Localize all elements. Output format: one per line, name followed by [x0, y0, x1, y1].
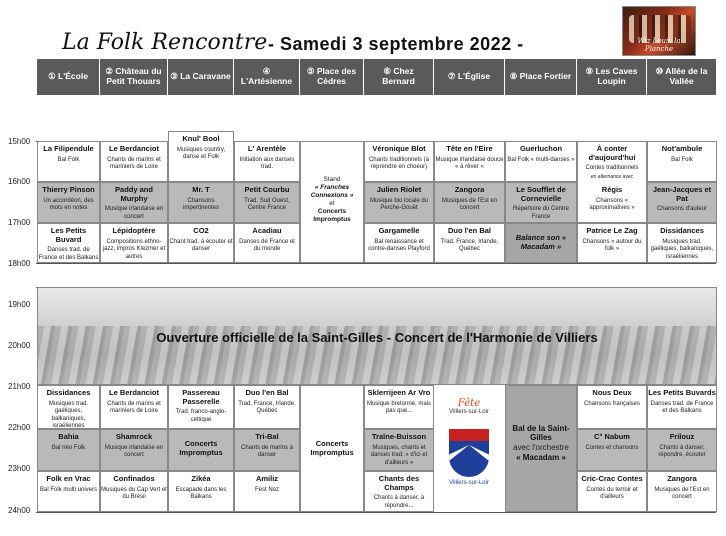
event-title: À conter d'aujourd'hui	[588, 144, 636, 162]
event-title: Dissidances	[660, 226, 704, 235]
event-chants-des-champs[interactable]	[364, 471, 434, 512]
villiers-coat-of-arms-icon	[449, 429, 489, 477]
event-desc: Danses trad. de France et des Balkans	[38, 247, 99, 261]
event-title: L' Arentèle	[247, 144, 287, 153]
event-jean-jacques-et-pat[interactable]	[647, 182, 717, 223]
event-note: en alternance avec	[590, 173, 634, 180]
event-desc: Musiques de l'Est en concert	[654, 486, 710, 501]
event-tri-bal[interactable]	[234, 429, 300, 471]
event-desc: Musiques trad. gaéliques, balkaniques, israéliennes	[48, 400, 89, 429]
event-julien-riolet[interactable]	[364, 182, 434, 223]
time-label: 24h00	[8, 506, 31, 515]
header-place-cedres: ⑤ Place des Cèdres	[300, 59, 364, 95]
event-patrice-le-zag[interactable]	[577, 223, 647, 263]
event-desc: Compositions ethno-jazz, impros Klezmer et autres	[102, 238, 166, 260]
event-title: Frilouz	[669, 432, 695, 441]
event-desc: Bal Folk « multi-danses »	[507, 156, 575, 163]
event-desc: Trad. France, Irlande, Québec	[238, 400, 296, 415]
event-desc: Musique bretonne, mais pas que...	[366, 400, 432, 415]
event-title: Les Petits Buvards	[648, 388, 716, 397]
event-les-petits-buvards-evening[interactable]	[647, 385, 717, 429]
event-mr-t[interactable]	[168, 182, 234, 223]
event-title: Not'ambule	[661, 144, 703, 153]
event-co2[interactable]	[168, 223, 234, 263]
event-duo-l-en-bal-evening[interactable]	[234, 385, 300, 429]
event-zangora[interactable]	[434, 182, 505, 223]
event-passereau-passerelle[interactable]	[168, 385, 234, 429]
event-traine-buisson[interactable]	[364, 429, 434, 471]
event-amiliz[interactable]	[234, 471, 300, 512]
event-title: Knul' Bool	[182, 134, 220, 143]
fete-logo-sub: Villiers-sur-Loir	[449, 409, 489, 415]
event-confinados[interactable]	[100, 471, 168, 512]
event-desc: Trad. franco-anglo-celtique	[175, 409, 227, 423]
event-title: Patrice Le Zag	[586, 226, 638, 235]
event-desc: Bal Folk multi univers	[39, 486, 98, 493]
event-nous-deux[interactable]	[577, 385, 647, 429]
header-ecole: ① L'École	[37, 59, 100, 95]
event-title: Passereau Passerelle	[182, 388, 220, 406]
fete-logo-bottom: Villiers-sur-Loir	[449, 480, 489, 486]
hour-line	[36, 263, 716, 264]
event-desc: Chants à danser, répondre, écouter	[658, 444, 706, 459]
event-desc: Musiques, chants et danses trad. « d'ici et d'ailleurs »	[370, 444, 428, 466]
event-title: Gargamelle	[378, 226, 420, 235]
event-guerluchon[interactable]	[505, 141, 577, 182]
event-sklerrijeen-ar-vro[interactable]	[364, 385, 434, 429]
event-a-conter[interactable]	[577, 141, 647, 223]
event-title: Bahia	[58, 432, 79, 441]
event-title: Concerts Impromptus	[310, 439, 354, 457]
event-title: Thierry Pinson	[42, 185, 95, 194]
opening-concert-banner[interactable]	[37, 287, 717, 385]
event-title: Dissidances	[46, 388, 91, 397]
event-concerts-impromptus-caravane[interactable]	[168, 429, 234, 471]
event-desc: Répertoire du Centre France	[512, 206, 570, 220]
event-desc: Fest Noz	[254, 486, 279, 493]
event-title: Jean-Jacques et Pat	[652, 185, 712, 203]
event-knul-bool[interactable]	[168, 131, 234, 182]
event-petit-courbu[interactable]	[234, 182, 300, 223]
event-title: Balance son « Macadam »	[515, 233, 567, 251]
event-title: Stand	[323, 176, 341, 183]
event-desc: Musiques trad. gaéliques, balkaniques, israéliennes	[650, 238, 714, 260]
event-bahia[interactable]	[37, 429, 100, 471]
event-desc: Chant trad. à écouter et danser	[169, 238, 233, 253]
event-title: Cric-Crac Contes	[581, 474, 643, 483]
event-title: Nous Deux	[592, 388, 632, 397]
time-label: 23h00	[8, 464, 31, 473]
event-desc: Chants de marins et mariniers de Loire	[107, 400, 161, 415]
event-desc: Bal Folk	[671, 156, 693, 163]
event-desc: Chants à danser, à répondre...	[373, 495, 425, 509]
event-shamrock[interactable]	[100, 429, 168, 471]
event-concerts-impromptus-evening[interactable]	[300, 385, 364, 512]
event-dissidances[interactable]	[647, 223, 717, 263]
event-le-berdanciot[interactable]	[100, 141, 168, 182]
event-dissidances-evening[interactable]	[37, 385, 100, 429]
event-stand-franches-connexions[interactable]	[300, 141, 364, 263]
event-desc: Musiques du Cap Vert et du Brésil	[101, 486, 167, 501]
event-title: Concerts Impromptus	[179, 439, 223, 457]
event-title: Concerts Impromptus	[313, 208, 351, 223]
event-frilouz[interactable]	[647, 429, 717, 471]
event-desc: Chants de marins et mariniers de Loire	[107, 156, 161, 171]
event-title: Chants des Champs	[378, 474, 420, 492]
event-title: Véronique Blot	[372, 144, 426, 153]
event-title: Zangora	[667, 474, 697, 483]
event-balance-son-macadam[interactable]	[505, 223, 577, 263]
event-thierry-pinson[interactable]	[37, 182, 100, 223]
event-la-filipendule[interactable]	[37, 141, 100, 182]
page-title: La Folk Rencontre	[62, 30, 268, 55]
event-title: Guerluchon	[519, 144, 563, 153]
time-label: 18h00	[8, 259, 31, 268]
page-subtitle: - Samedi 3 septembre 2022 -	[268, 34, 524, 54]
event-desc: Musiques country, danse et Folk	[176, 146, 226, 161]
event-desc: Musique irlandaise douce « à rêver »	[435, 156, 504, 171]
event-title: Traîne-Buisson	[371, 432, 427, 441]
festival-logo	[622, 6, 696, 56]
event-desc: Musique irlandaise en concert	[104, 206, 164, 220]
event-desc: Bal Folk	[57, 156, 80, 163]
event-title: Le Berdanciot	[108, 388, 159, 397]
event-title: CO2	[193, 226, 209, 235]
event-c-nabum[interactable]	[577, 429, 647, 471]
event-desc: Bal renaissance et contre-danses Playford	[368, 238, 430, 253]
event-les-petits-buvard[interactable]	[37, 223, 100, 263]
event-title: Acadiau	[252, 226, 282, 235]
event-cric-crac-contes[interactable]	[577, 471, 647, 512]
event-le-berdanciot-evening[interactable]	[100, 385, 168, 429]
event-desc: Contes du terroir et d'ailleurs	[586, 486, 638, 501]
event-duo-l-en-bal[interactable]	[434, 223, 505, 263]
event-desc: Musique bio locale du Perche-Gouët	[369, 197, 429, 212]
event-desc: Trad. Sud Ouest, Centre France	[244, 197, 290, 212]
event-l-arentele[interactable]	[234, 141, 300, 182]
time-label: 21h00	[8, 382, 31, 391]
event-subtitle: avec l'orchestre	[513, 443, 569, 453]
event-desc: Chansons « approximatives »	[589, 197, 635, 212]
event-title: Le Berdanciot	[108, 144, 159, 153]
event-desc: Chansons « autour du folk »	[582, 238, 642, 253]
event-le-soufflet-de-cornevielle[interactable]	[505, 182, 577, 223]
time-label: 22h00	[8, 423, 31, 432]
fete-villiers-logo	[440, 392, 498, 512]
event-desc: Chansons impertinentes	[182, 197, 220, 212]
event-desc: Un accordéon, des mots en notes	[43, 197, 94, 212]
event-not-ambule[interactable]	[647, 141, 717, 182]
header-chateau: ② Château du Petit Thouars	[100, 59, 168, 95]
event-title: Sklerrijeen Ar Vro	[367, 388, 431, 397]
event-title: Paddy and Murphy	[115, 185, 153, 203]
header-caravane: ③ La Caravane	[168, 59, 234, 95]
event-title: C° Nabum	[594, 432, 630, 441]
event-title: La Filipendule	[43, 144, 94, 153]
event-desc: Contes et chansons	[585, 444, 639, 451]
event-title: Bal de la Saint-Gilles	[512, 424, 570, 443]
header-artesienne: ④ L'Artésienne	[234, 59, 300, 95]
banner-title: Ouverture officielle de la Saint-Gilles - Concert de l'Harmonie de Villiers	[156, 330, 598, 345]
event-desc: Chants de marins à danser	[240, 444, 294, 459]
fete-logo-title: Fête	[457, 398, 481, 409]
header-place-fortier: ⑧ Place Fortier	[505, 59, 577, 95]
event-title: et	[329, 200, 335, 208]
event-folk-en-vrac[interactable]	[37, 471, 100, 512]
header-chez-bernard: ⑥ Chez Bernard	[364, 59, 434, 95]
event-title: Shamrock	[115, 432, 153, 441]
header-caves-loupin: ⑨ Les Caves Loupin	[577, 59, 647, 95]
event-title: Les Petits Buvard	[50, 226, 87, 244]
event-desc: Chansons d'auteur	[656, 206, 708, 213]
event-desc: Trad. France, Irlande, Québec	[440, 238, 499, 253]
event-title: Duo l'en Bal	[447, 226, 492, 235]
event-desc: Chants traditionnels (à reprendre en choeur)	[368, 156, 430, 171]
time-label: 17h00	[8, 218, 31, 227]
event-title: Zikéa	[191, 474, 211, 483]
event-title: Folk en Vrac	[46, 474, 91, 483]
event-title: Duo l'en Bal	[245, 388, 289, 397]
event-desc: Musiques de l'Est en concert	[441, 197, 498, 212]
event-gargamelle[interactable]	[364, 223, 434, 263]
event-desc: Escapade dans les Balkans	[175, 486, 227, 501]
time-label: 19h00	[8, 300, 31, 309]
event-desc: Musique irlandaise en concert	[104, 444, 164, 459]
time-label: 20h00	[8, 341, 31, 350]
header-eglise: ⑦ L'Église	[434, 59, 505, 95]
event-title: Amiliz	[255, 474, 279, 483]
event-title: Petit Courbu	[244, 185, 290, 194]
event-title: « Franches Connexions »	[310, 184, 354, 199]
event-title: Julien Riolet	[376, 185, 422, 194]
hour-line	[36, 512, 716, 513]
event-title: Lépidoptère	[112, 226, 156, 235]
event-title: Tête en l'Eire	[446, 144, 493, 153]
time-label: 15h00	[8, 137, 31, 146]
event-title: « Macadam »	[516, 453, 566, 463]
event-title: Le Soufflet de Cornevielle	[516, 185, 566, 203]
event-title: Régis	[601, 185, 623, 194]
event-title: Mr. T	[192, 185, 210, 194]
event-bal-saint-gilles-macadam[interactable]	[505, 385, 577, 512]
event-desc: Danses de France et du monde	[239, 238, 295, 253]
event-title: Zangora	[454, 185, 485, 194]
event-zangora-evening[interactable]	[647, 471, 717, 512]
time-label: 16h00	[8, 177, 31, 186]
event-desc: Danses trad. de France et des Balkans	[650, 400, 714, 415]
event-acadiau[interactable]	[234, 223, 300, 263]
event-desc: Initiation aux danses trad.	[239, 156, 295, 171]
event-paddy-and-murphy[interactable]	[100, 182, 168, 223]
event-desc: Chansons françaises	[583, 400, 641, 407]
event-veronique-blot[interactable]	[364, 141, 434, 182]
event-desc: Contes traditionnels	[585, 165, 639, 172]
event-desc: Bal néo Folk	[51, 444, 86, 451]
event-title: Confinados	[113, 474, 155, 483]
event-tete-en-l-eire[interactable]	[434, 141, 505, 182]
event-lepidoptere[interactable]	[100, 223, 168, 263]
event-title: Tri-Bal	[255, 432, 279, 441]
header-allee-vallee: ⑩ Allée de la Vallée	[647, 59, 717, 95]
logo-text: Wiz Louis la Planche	[637, 37, 681, 53]
event-zikea[interactable]	[168, 471, 234, 512]
